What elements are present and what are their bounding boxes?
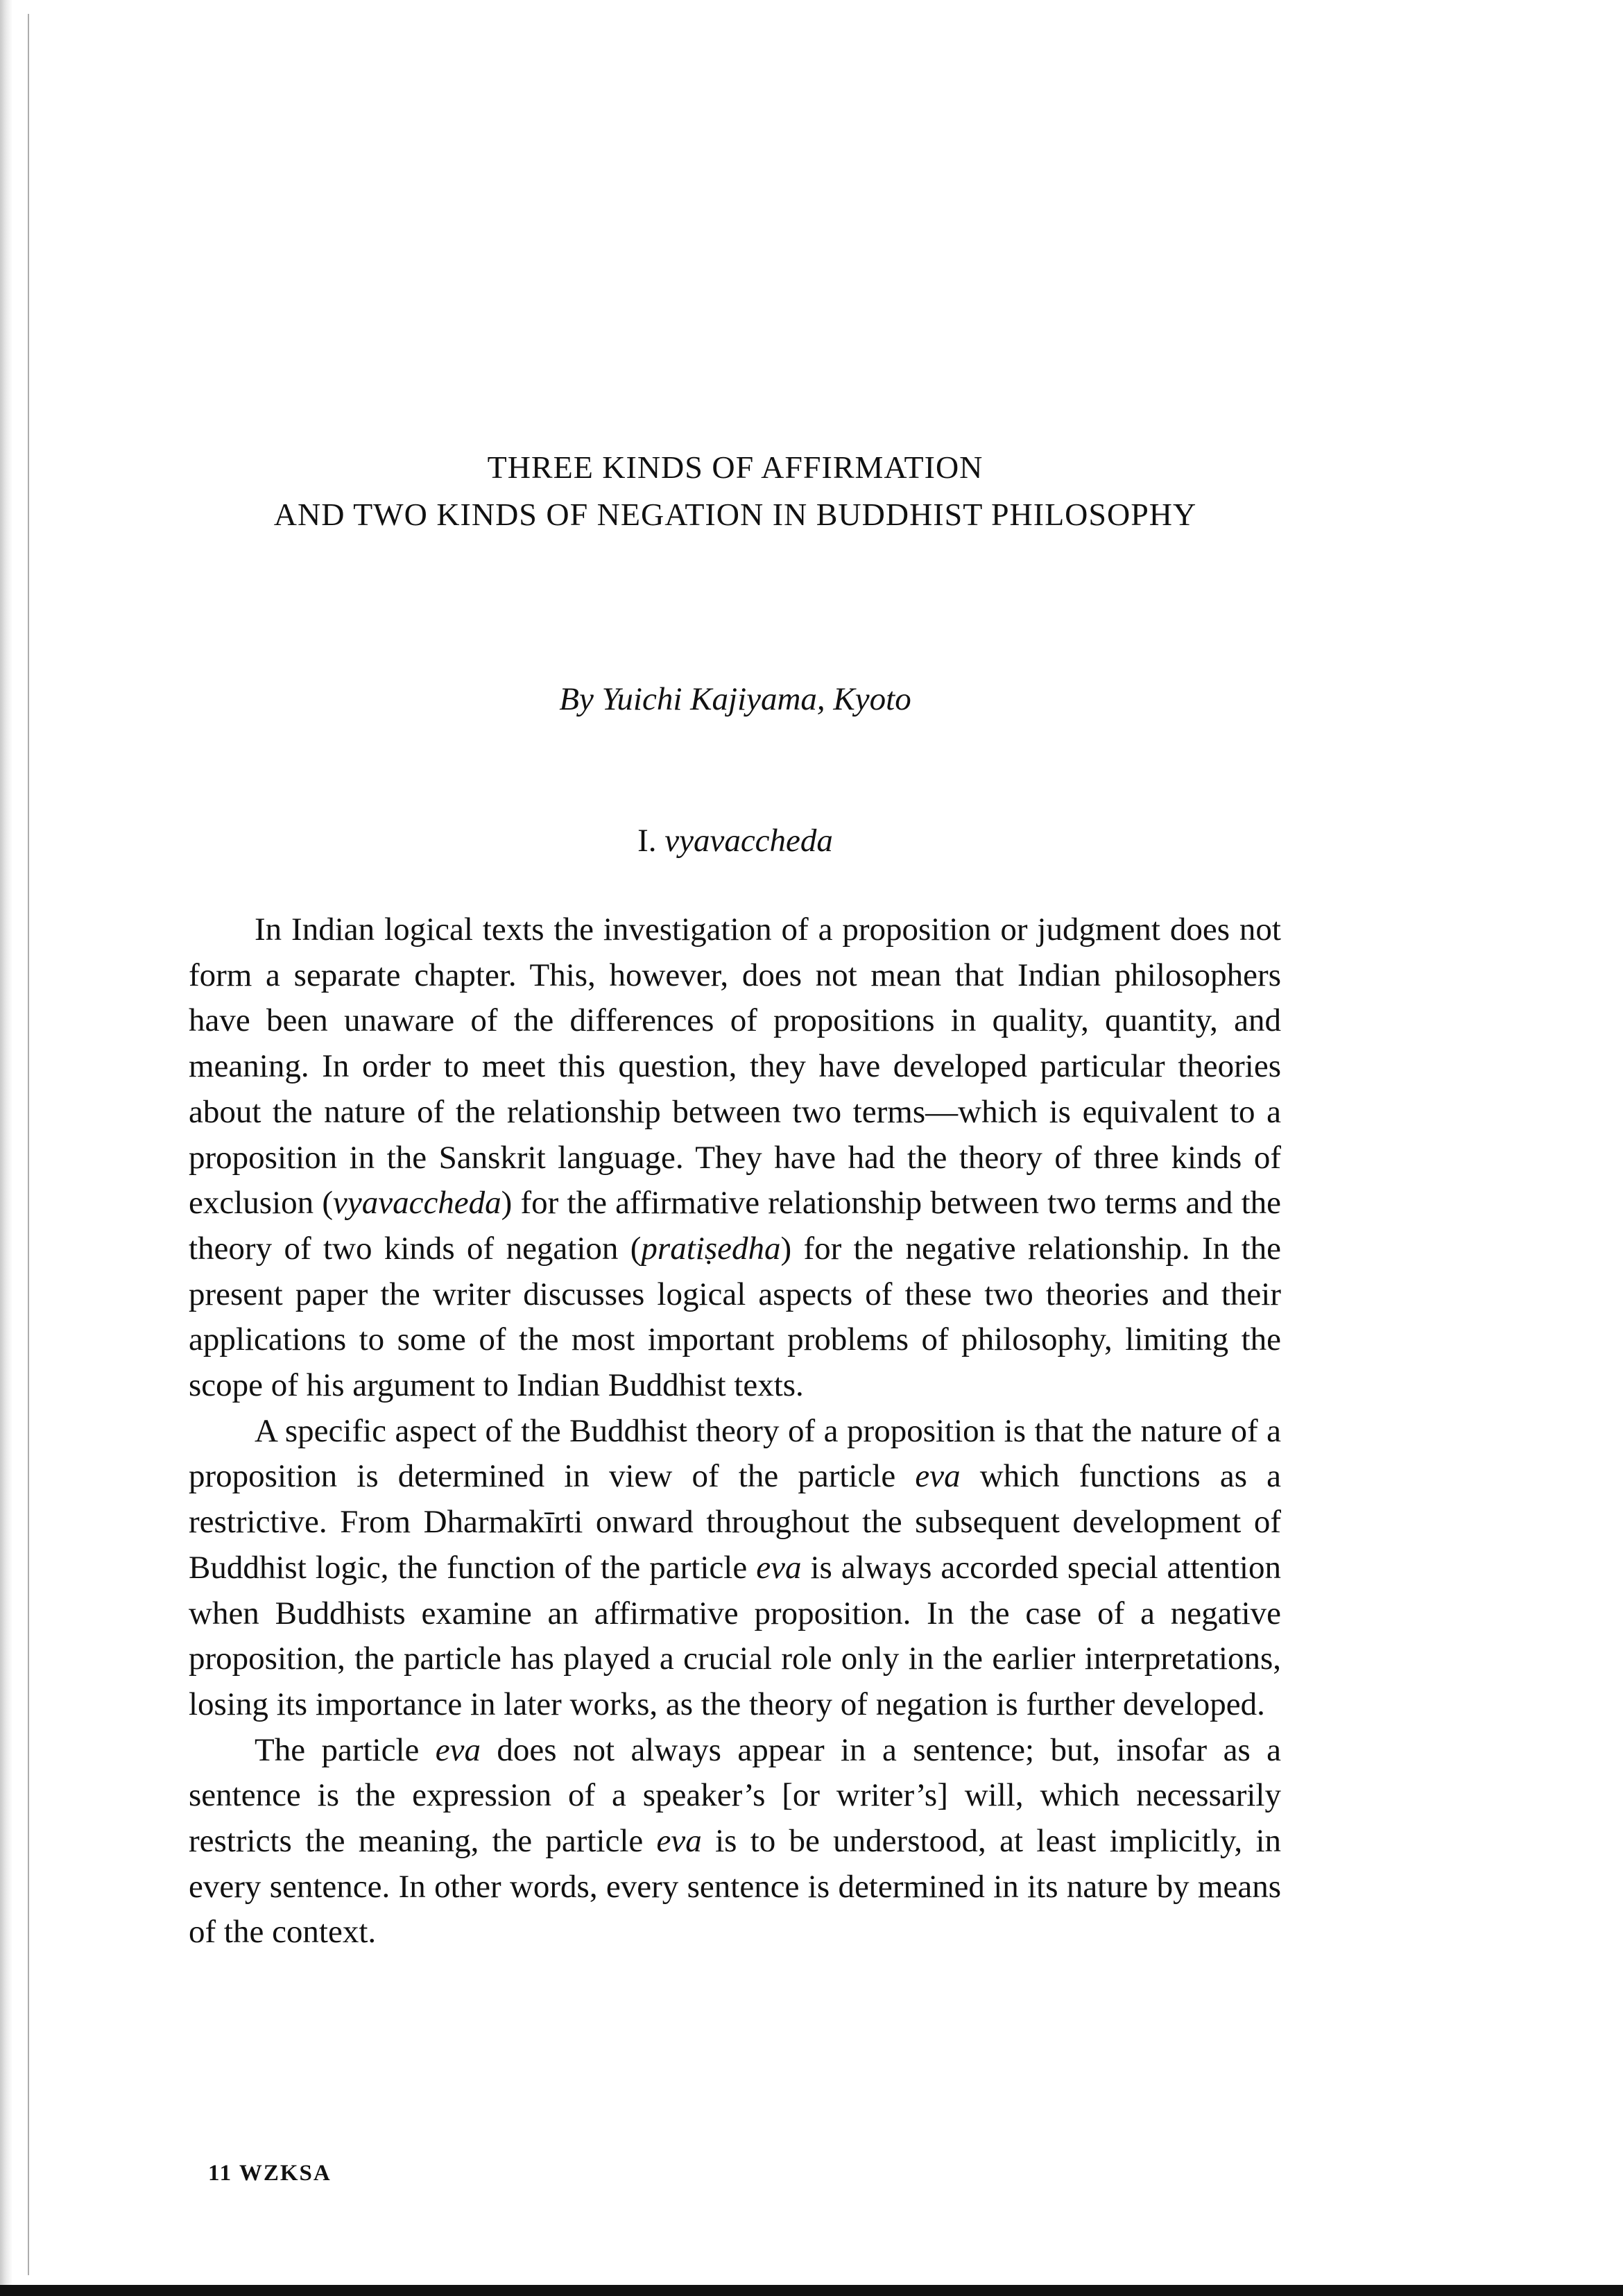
- paragraph-1-text-b: ) for the affirmative relationship between two terms and the theory of two kinds of negation (: [189, 1185, 1281, 1267]
- paragraph-3-text-c: is to be understood, at least implicitly, in every sentence. In other words, every sentence is determined in its nature by means of the context.: [189, 1823, 1281, 1951]
- section-term: vyavaccheda: [664, 823, 833, 859]
- scan-edge-left: [0, 0, 12, 2296]
- byline: [139, 678, 1332, 720]
- title-line-1: THREE KINDS OF AFFIRMATION: [487, 449, 984, 485]
- section-heading: [139, 820, 1332, 862]
- article-body: [189, 907, 1281, 1955]
- paragraph-3-text-b: does not always appear in a sentence; but, insofar as a sentence is the expression of a speaker’s [or writer’s] will, which necessarily restricts the meaning, the particle: [189, 1731, 1282, 1860]
- byline-prefix: By: [559, 681, 594, 717]
- signature-mark: 11 WZKSA: [208, 2161, 332, 2186]
- paragraph-2-text-a: A specific aspect of the Buddhist theory of a proposition is that the nature of a proposition is determined in view of the particle: [189, 1412, 1281, 1495]
- paragraph-1-text-a: In Indian logical texts the investigation of a proposition or judgment does not form a separate chapter. This, however, does not mean that Indian philosophers have been unaware of the differences of propositions in quality, quantity, and meaning. In order to meet this question, they have developed particular theories about the nature of the relationship between two terms—which is equivalent to a proposition in the Sanskrit language. They have had the theory of three kinds of exclusion (: [189, 911, 1281, 1222]
- scan-edge-bottom: [0, 2285, 1623, 2296]
- title-line-2: AND TWO KINDS OF NEGATION IN BUDDHIST PHILOSOPHY: [273, 497, 1197, 532]
- paragraph-1-text-c: ) for the negative relationship. In the present paper the writer discusses logical aspects of these two theories and their applications to some of the most important problems of philosophy, limiting the scope of his argument to Indian Buddhist texts.: [189, 1230, 1281, 1404]
- paragraph-1-term-2: pratiṣedha: [641, 1230, 781, 1267]
- paragraph-1: [189, 907, 1281, 1409]
- scan-gutter-line: [28, 14, 29, 2275]
- paragraph-2-text-c: is always accorded special attention when Buddhists examine an affirmative proposition. In the case of a negative proposition, the particle has played a crucial role only in the earlier interpretations, losing its importance in later works, as the theory of negation is further developed.: [189, 1549, 1281, 1722]
- paragraph-2-text-b: which functions as a restrictive. From Dharmakīrti onward throughout the subsequent development of Buddhist logic, the function of the particle: [189, 1458, 1281, 1586]
- paragraph-3-term-1: eva: [435, 1731, 481, 1768]
- paragraph-3: [189, 1728, 1281, 1956]
- section-number: I.: [637, 823, 657, 859]
- paragraph-1-term-1: vyavaccheda: [333, 1185, 501, 1222]
- paragraph-2: [189, 1409, 1281, 1728]
- byline-author: Yuichi Kajiyama, Kyoto: [601, 681, 911, 717]
- paragraph-3-term-2: eva: [656, 1823, 702, 1860]
- paragraph-2-term-1: eva: [915, 1458, 961, 1495]
- article-title: [139, 444, 1332, 538]
- paragraph-3-text-a: The particle: [255, 1731, 436, 1768]
- paragraph-2-term-2: eva: [756, 1549, 802, 1586]
